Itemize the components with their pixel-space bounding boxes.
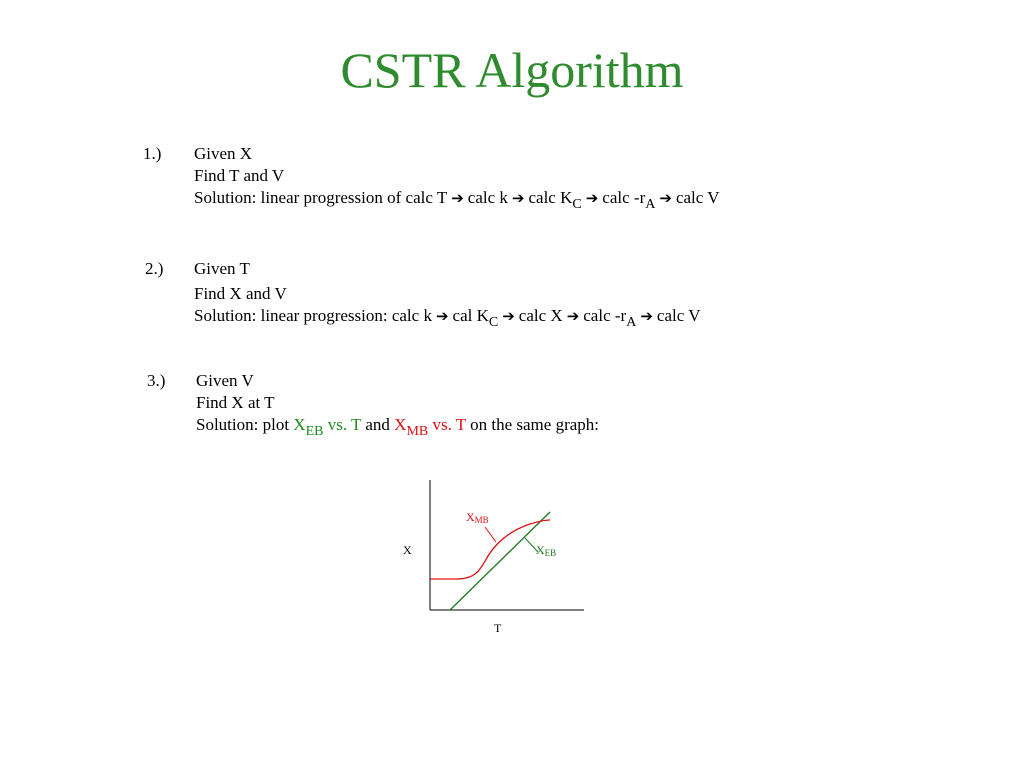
- solution-step: calc V: [656, 306, 701, 325]
- solution-step: calc -r: [583, 306, 627, 325]
- x-vs-t-graph: [390, 470, 600, 645]
- vs-t-red: vs. T: [428, 415, 466, 434]
- solution-line: [194, 305, 701, 330]
- arrow-icon: ➔: [502, 307, 515, 325]
- solution-step: calc X: [518, 306, 563, 325]
- page-title: CSTR Algorithm: [340, 42, 684, 98]
- arrow-icon: ➔: [435, 307, 449, 325]
- step-number: 2.): [145, 259, 164, 278]
- solution-step: calc -r: [602, 188, 646, 207]
- x-mb-term: X: [394, 415, 407, 434]
- arrow-icon: ➔: [566, 307, 580, 325]
- given-line: Given V: [196, 371, 254, 390]
- subscript: C: [572, 197, 582, 212]
- find-line: Find X and V: [194, 284, 287, 303]
- solution-step: calc K: [528, 188, 573, 207]
- arrow-icon: ➔: [659, 189, 672, 207]
- solution-step: calc V: [675, 188, 720, 207]
- solution-suffix: on the same graph:: [465, 415, 600, 434]
- solution-text: Solution: plot: [196, 415, 294, 434]
- arrow-icon: ➔: [640, 307, 653, 325]
- arrow-icon: ➔: [451, 189, 464, 207]
- given-line: Given X: [194, 144, 253, 163]
- x-mb-label: XMB: [466, 510, 489, 525]
- subscript: MB: [406, 424, 429, 439]
- vs-t-green: vs. T: [323, 415, 362, 434]
- x-axis-label: T: [494, 621, 502, 635]
- x-eb-curve: [450, 512, 550, 610]
- and-text: and: [361, 415, 395, 434]
- x-eb-label: XEB: [536, 543, 557, 558]
- solution-text: Solution: linear progression of calc T: [194, 188, 448, 207]
- subscript: EB: [305, 424, 324, 439]
- subscript: C: [488, 315, 499, 330]
- subscript: A: [626, 315, 637, 330]
- step-number: 1.): [143, 144, 162, 163]
- solution-line: [194, 187, 720, 212]
- solution-text: Solution: linear progression: calc k: [194, 306, 432, 325]
- subscript: A: [645, 197, 656, 212]
- given-line: Given T: [194, 259, 250, 278]
- solution-line: [196, 414, 600, 439]
- x-eb-term: X: [293, 415, 306, 434]
- find-line: Find X at T: [196, 393, 275, 412]
- arrow-icon: ➔: [511, 189, 525, 207]
- solution-step: cal K: [452, 306, 489, 325]
- step-number: 3.): [147, 371, 166, 390]
- arrow-icon: ➔: [585, 189, 599, 207]
- find-line: Find T and V: [194, 166, 285, 185]
- x-mb-leader: [485, 527, 496, 542]
- solution-step: calc k: [467, 188, 508, 207]
- y-axis-label: X: [403, 543, 412, 557]
